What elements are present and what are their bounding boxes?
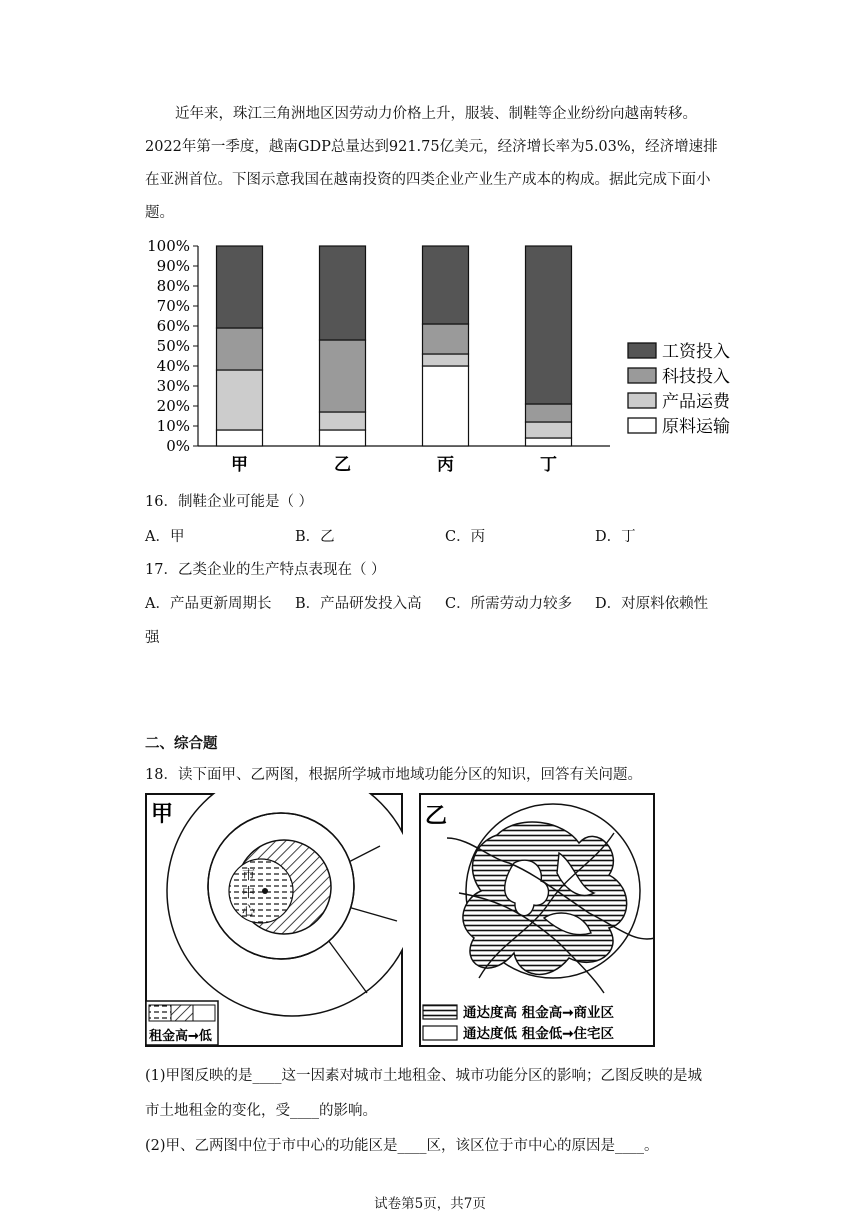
legend-swatch [628,368,656,383]
intro-paragraph [145,98,725,230]
bar-segment [526,404,572,422]
q16-option-c: C．丙 [445,529,486,545]
bar-segment [217,370,263,430]
legend-label: 产品运费 [662,392,730,412]
q17-option-b: B．产品研发投入高 [295,596,422,612]
q18-sub1-line1: (1)甲图反映的是____这一因素对城市土地租金、城市功能分区的影响；乙图反映的是城 [145,1068,703,1084]
bar-segment [217,246,263,328]
section-title: 二、综合题 [145,735,218,752]
legend-label: 工资投入 [662,342,730,362]
q16-option-d: D．丁 [595,529,636,545]
figure-a-legend [146,1001,218,1045]
x-tick-label: 丙 [437,455,454,475]
bar-segment [217,430,263,446]
bar-segment [423,246,469,324]
bar-segment [320,430,366,446]
svg-text:中: 中 [242,886,256,901]
q17-option-d: D．对原料依赖性 [595,596,709,612]
q17-option-d-wrap: 强 [145,630,160,646]
q18-stem: 18．读下面甲、乙两图，根据所学城市地域功能分区的知识，回答有关问题。 [145,767,642,783]
x-tick-label: 乙 [334,455,351,475]
bar-segment [320,412,366,430]
chart-bars [217,246,572,475]
y-tick-label: 60% [156,317,190,335]
bar-segment [217,328,263,370]
city-center-zone [229,859,293,923]
legend-commercial: 通达度高 租金高➞商业区 [463,1005,615,1021]
q18-sub2: (2)甲、乙两图中位于市中心的功能区是____区，该区位于市中心的原因是____。 [145,1138,659,1154]
cost-structure-chart [140,236,780,476]
legend-residential: 通达度低 租金低➞住宅区 [463,1026,615,1042]
figure-b [419,793,655,1047]
q16-option-b: B．乙 [295,529,335,545]
bar-segment [423,366,469,446]
y-tick-label: 70% [156,297,190,315]
legend-swatch [628,418,656,433]
bar-segment [526,438,572,446]
y-tick-label: 0% [166,437,190,455]
intro-text: 近年来，珠江三角洲地区因劳动力价格上升，服装、制鞋等企业纷纷向越南转移。2022年第一季度，越南GDP总量达到921.75亿美元，经济增长率为5.03%，经济增速排在亚洲首位。下图示意我国在越南投资的四类企业产业生产成本的构成。据此完成下面小题。 [145,106,718,221]
q17-option-c: C．所需劳动力较多 [445,596,573,612]
q17-option-a: A．产品更新周期长 [145,596,272,612]
x-tick-label: 甲 [231,455,248,475]
legend-label: 科技投入 [662,367,730,387]
bar-segment [320,340,366,412]
y-tick-label: 90% [156,257,190,275]
legend-swatch [628,393,656,408]
svg-text:心: 心 [242,904,256,919]
x-tick-label: 丁 [540,455,557,475]
figure-a-label: 甲 [151,801,174,827]
page-footer: 试卷第5页，共7页 [374,1196,486,1212]
bar-segment [423,324,469,354]
legend-swatch [628,343,656,358]
q16-stem: 16．制鞋企业可能是（ ） [145,494,314,510]
bar-segment [526,422,572,438]
city-center-label [242,868,256,919]
q18-sub1-line2: 市土地租金的变化，受____的影响。 [145,1103,377,1119]
figure-a-legend-caption: 租金高➞低 [149,1029,212,1044]
y-tick-label: 20% [156,397,190,415]
chart-legend [628,341,731,437]
figure-a [145,793,403,1047]
y-tick-label: 30% [156,377,190,395]
y-tick-label: 10% [156,417,190,435]
q17-stem: 17．乙类企业的生产特点表现在（ ） [145,562,386,578]
y-tick-label: 50% [156,337,190,355]
figure-b-label: 乙 [425,803,448,829]
legend-label: 原料运输 [662,417,730,437]
q16-option-a: A．甲 [145,529,185,545]
bar-segment [526,246,572,404]
y-tick-label: 100% [147,237,190,255]
y-tick-label: 40% [156,357,190,375]
bar-segment [423,354,469,366]
bar-segment [320,246,366,340]
y-tick-label: 80% [156,277,190,295]
svg-text:市: 市 [242,868,256,883]
